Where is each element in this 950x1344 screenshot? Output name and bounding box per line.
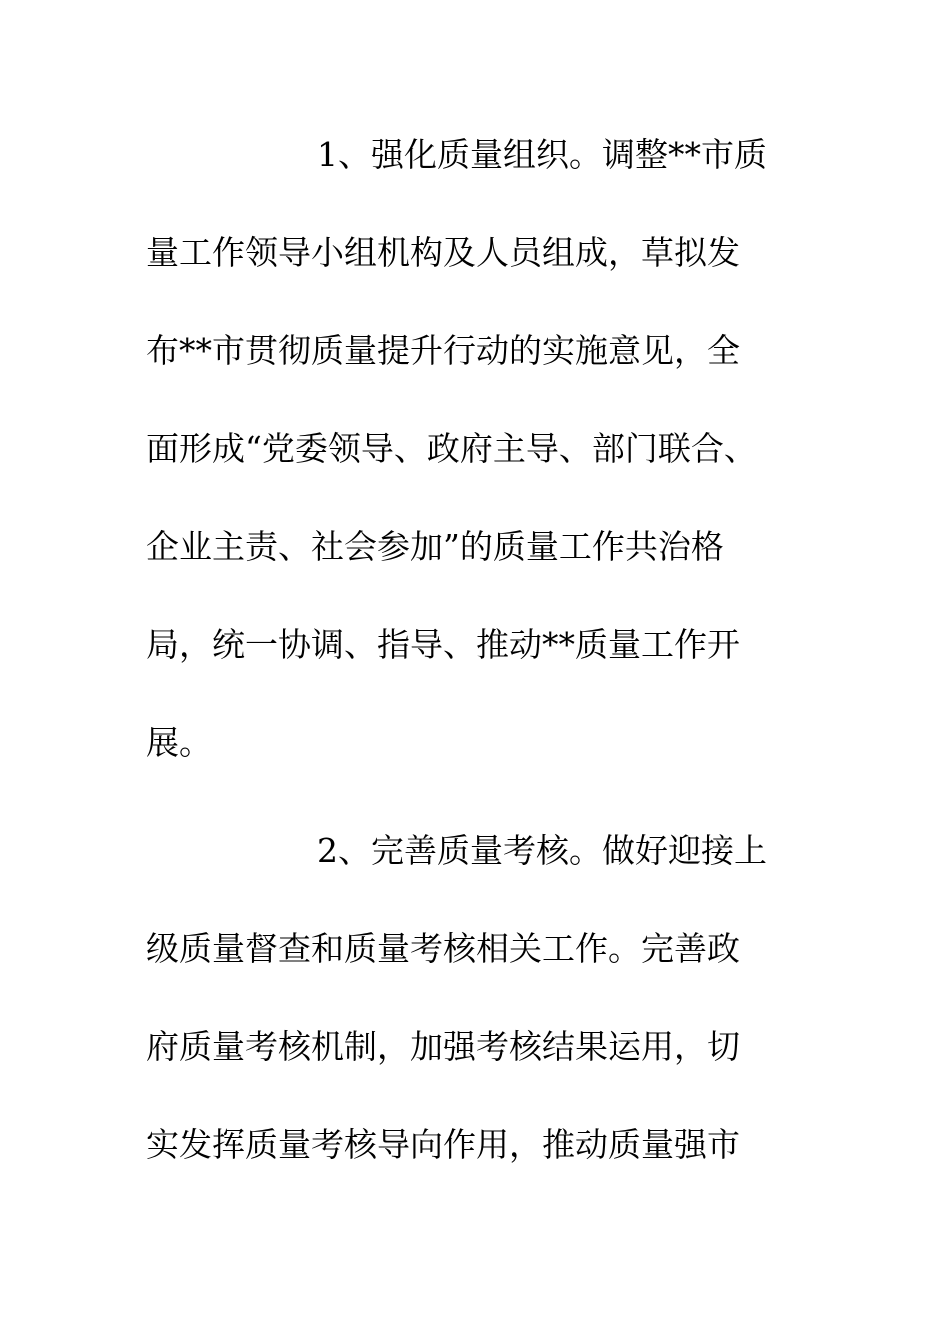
paragraph-2-line-4: 实发挥质量考核导向作用，推动质量强市	[146, 1125, 740, 1164]
paragraph-1-line-7: 展。	[146, 723, 212, 762]
paragraph-1-line-3: 布**市贯彻质量提升行动的实施意见，全	[146, 331, 740, 370]
paragraph-2-line-1: 2、完善质量考核。做好迎接上	[317, 831, 767, 870]
paragraph-2-line-2: 级质量督查和质量考核相关工作。完善政	[146, 929, 740, 968]
paragraph-1-line-5: 企业主责、社会参加”的质量工作共治格	[146, 527, 724, 566]
paragraph-1-line-4: 面形成“党委领导、政府主导、部门联合、	[146, 429, 757, 468]
paragraph-1-line-1: 1、强化质量组织。调整**市质	[317, 135, 767, 174]
paragraph-1-line-2: 量工作领导小组机构及人员组成，草拟发	[146, 233, 740, 272]
paragraph-2-line-3: 府质量考核机制，加强考核结果运用，切	[146, 1027, 740, 1066]
paragraph-1-line-6: 局，统一协调、指导、推动**质量工作开	[146, 625, 740, 664]
